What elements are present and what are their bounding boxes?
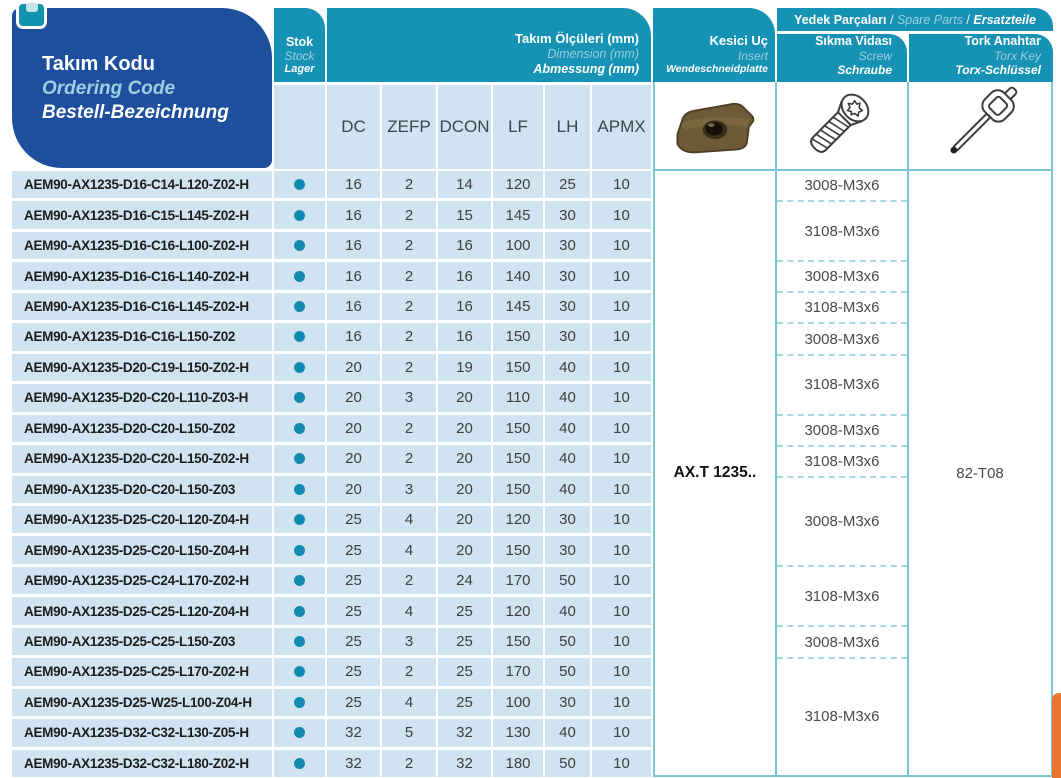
screw-header-en: Screw	[858, 48, 892, 63]
dcon-value-cell: 25	[438, 597, 491, 624]
lf-value-cell: 130	[493, 719, 543, 746]
dcon-value-cell: 14	[438, 171, 491, 198]
insert-header	[653, 8, 775, 82]
screw-part-number: 3108-M3x6	[777, 567, 907, 627]
ordering-code-title-de: Bestell-Bezeichnung	[42, 101, 229, 123]
lf-value-cell: 150	[493, 536, 543, 563]
stock-cell	[274, 719, 325, 746]
column-header-lf: LF	[493, 85, 543, 169]
stock-header	[274, 8, 325, 82]
ordering-code-cell: AEM90-AX1235-D16-C14-L120-Z02-H	[12, 171, 272, 198]
spare-parts-header	[777, 8, 1053, 31]
clamp-icon-notch	[26, 3, 38, 12]
screw-part-number: 3008-M3x6	[777, 171, 907, 202]
stock-cell	[274, 354, 325, 381]
screw-part-number: 3108-M3x6	[804, 708, 880, 726]
ordering-code-cell: AEM90-AX1235-D20-C20-L150-Z02	[12, 415, 272, 442]
spare-parts-separator: /	[886, 12, 897, 27]
ordering-code-cell: AEM90-AX1235-D25-C25-L150-Z03	[12, 628, 272, 655]
zefp-value-cell: 2	[382, 201, 436, 228]
lf-value-cell: 120	[493, 171, 543, 198]
dc-value-cell: 16	[327, 293, 380, 320]
lf-value-cell: 150	[493, 323, 543, 350]
dc-value-cell: 25	[327, 689, 380, 716]
stock-cell	[274, 262, 325, 289]
lh-value-cell: 40	[545, 354, 590, 381]
screw-part-number: 3108-M3x6	[777, 447, 907, 478]
ordering-code-cell: AEM90-AX1235-D16-C15-L145-Z02-H	[12, 201, 272, 228]
torx-screw-icon	[792, 85, 892, 167]
zefp-value-cell: 2	[382, 567, 436, 594]
apmx-value-cell: 10	[592, 719, 651, 746]
zefp-value-cell: 2	[382, 415, 436, 442]
insert-header-en: Insert	[737, 49, 768, 64]
ordering-code-cell: AEM90-AX1235-D25-C20-L150-Z04-H	[12, 536, 272, 563]
column-header-zefp: ZEFP	[382, 85, 436, 169]
stock-cell	[274, 536, 325, 563]
stock-available-dot	[294, 484, 305, 495]
dimensions-header-en: Dimension (mm)	[547, 47, 639, 61]
dcon-value-cell: 15	[438, 201, 491, 228]
lh-value-cell: 40	[545, 597, 590, 624]
stock-header-spacer	[274, 85, 325, 169]
apmx-column	[592, 171, 651, 777]
ordering-code-cell: AEM90-AX1235-D25-C25-L120-Z04-H	[12, 597, 272, 624]
stock-available-dot	[294, 666, 305, 677]
zefp-value-cell: 2	[382, 750, 436, 777]
apmx-value-cell: 10	[592, 445, 651, 472]
zefp-value-cell: 2	[382, 232, 436, 259]
dc-value-cell: 32	[327, 750, 380, 777]
ordering-code-cell: AEM90-AX1235-D25-C25-L170-Z02-H	[12, 658, 272, 685]
lf-value-cell: 100	[493, 689, 543, 716]
ordering-code-cell: AEM90-AX1235-D32-C32-L130-Z05-H	[12, 719, 272, 746]
screw-part-number: 3008-M3x6	[777, 416, 907, 447]
stock-cell	[274, 689, 325, 716]
torx-key-header-en: Torx Key	[994, 48, 1041, 63]
stock-available-dot	[294, 606, 305, 617]
ordering-code-header	[12, 8, 272, 168]
lh-value-cell: 30	[545, 201, 590, 228]
apmx-value-cell: 10	[592, 354, 651, 381]
stock-available-dot	[294, 179, 305, 190]
screw-part-number: 3008-M3x6	[777, 324, 907, 355]
stock-cell	[274, 323, 325, 350]
dc-value-cell: 16	[327, 323, 380, 350]
apmx-value-cell: 10	[592, 689, 651, 716]
dc-value-cell: 20	[327, 445, 380, 472]
spare-parts-header-tr: Yedek Parçaları	[794, 12, 887, 27]
lf-value-cell: 150	[493, 476, 543, 503]
stock-header-de: Lager	[284, 63, 315, 76]
stock-cell	[274, 567, 325, 594]
apmx-value-cell: 10	[592, 658, 651, 685]
apmx-value-cell: 10	[592, 476, 651, 503]
dc-value-cell: 20	[327, 415, 380, 442]
stock-available-dot	[294, 727, 305, 738]
stock-cell	[274, 628, 325, 655]
screw-part-number: 3008-M3x6	[777, 262, 907, 293]
carbide-insert-photo	[668, 95, 762, 157]
dcon-value-cell: 20	[438, 476, 491, 503]
zefp-value-cell: 2	[382, 445, 436, 472]
dc-value-cell: 16	[327, 262, 380, 289]
lh-value-cell: 40	[545, 719, 590, 746]
stock-cell	[274, 506, 325, 533]
screw-part-number: 3008-M3x6	[777, 478, 907, 567]
lf-value-cell: 100	[493, 232, 543, 259]
lf-value-cell: 140	[493, 262, 543, 289]
stock-cell	[274, 415, 325, 442]
stock-header-tr: Stok	[285, 35, 314, 50]
stock-available-dot	[294, 331, 305, 342]
lf-value-cell: 120	[493, 506, 543, 533]
lh-value-cell: 30	[545, 262, 590, 289]
stock-cell	[274, 232, 325, 259]
dcon-value-cell: 20	[438, 536, 491, 563]
stock-cell	[274, 171, 325, 198]
lh-value-cell: 30	[545, 323, 590, 350]
apmx-value-cell: 10	[592, 384, 651, 411]
lh-value-cell: 30	[545, 293, 590, 320]
lh-column	[545, 171, 590, 777]
lh-value-cell: 50	[545, 750, 590, 777]
torx-key-value: 82-T08	[956, 464, 1004, 482]
ordering-code-cell: AEM90-AX1235-D20-C19-L150-Z02-H	[12, 354, 272, 381]
dc-value-cell: 16	[327, 201, 380, 228]
torx-key-header-tr: Tork Anahtar	[964, 33, 1041, 48]
torx-key-icon	[925, 85, 1035, 167]
zefp-value-cell: 2	[382, 293, 436, 320]
stock-available-dot	[294, 362, 305, 373]
column-header-apmx: APMX	[592, 85, 651, 169]
insert-code-value: AX.T 1235..	[673, 464, 757, 481]
ordering-code-cell: AEM90-AX1235-D25-W25-L100-Z04-H	[12, 689, 272, 716]
zefp-value-cell: 3	[382, 628, 436, 655]
stock-available-dot	[294, 514, 305, 525]
screw-part-number: 3008-M3x6	[777, 627, 907, 658]
dimensions-header	[327, 8, 651, 82]
lh-value-cell: 30	[545, 232, 590, 259]
dcon-value-cell: 32	[438, 719, 491, 746]
stock-cell	[274, 445, 325, 472]
dcon-value-cell: 19	[438, 354, 491, 381]
lh-value-cell: 40	[545, 476, 590, 503]
stock-available-dot	[294, 453, 305, 464]
apmx-value-cell: 10	[592, 293, 651, 320]
dcon-value-cell: 32	[438, 750, 491, 777]
ordering-code-cell: AEM90-AX1235-D16-C16-L140-Z02-H	[12, 262, 272, 289]
lh-value-cell: 40	[545, 384, 590, 411]
torx-key-header-de: Torx-Schlüssel	[955, 62, 1041, 77]
apmx-value-cell: 10	[592, 171, 651, 198]
lh-value-cell: 40	[545, 445, 590, 472]
screw-part-number: 3108-M3x6	[777, 293, 907, 324]
page-edge-tab	[1052, 693, 1061, 778]
screw-image-cell	[777, 82, 909, 171]
ordering-code-cell: AEM90-AX1235-D25-C24-L170-Z02-H	[12, 567, 272, 594]
screw-column-body	[777, 171, 909, 777]
zefp-value-cell: 2	[382, 658, 436, 685]
stock-available-dot	[294, 423, 305, 434]
zefp-value-cell: 2	[382, 354, 436, 381]
dcon-value-cell: 25	[438, 628, 491, 655]
stock-available-dot	[294, 210, 305, 221]
zefp-value-cell: 2	[382, 262, 436, 289]
dcon-value-cell: 25	[438, 658, 491, 685]
stock-cell	[274, 658, 325, 685]
apmx-value-cell: 10	[592, 597, 651, 624]
insert-photo-cell	[653, 82, 777, 171]
ordering-code-cell: AEM90-AX1235-D16-C16-L145-Z02-H	[12, 293, 272, 320]
dcon-value-cell: 16	[438, 323, 491, 350]
dcon-value-cell: 16	[438, 293, 491, 320]
lf-value-cell: 150	[493, 354, 543, 381]
stock-cell	[274, 597, 325, 624]
apmx-value-cell: 10	[592, 323, 651, 350]
lf-column	[493, 171, 543, 777]
clamp-icon	[16, 1, 47, 29]
dc-value-cell: 16	[327, 232, 380, 259]
dcon-value-cell: 20	[438, 506, 491, 533]
dcon-value-cell: 24	[438, 567, 491, 594]
stock-cell	[274, 476, 325, 503]
dcon-value-cell: 20	[438, 384, 491, 411]
lh-value-cell: 50	[545, 628, 590, 655]
ordering-code-cell: AEM90-AX1235-D32-C32-L180-Z02-H	[12, 750, 272, 777]
torx-key-cell	[909, 171, 1053, 777]
dcon-value-cell: 20	[438, 445, 491, 472]
stock-available-dot	[294, 301, 305, 312]
stock-available-dot	[294, 758, 305, 769]
screw-header-tr: Sıkma Vidası	[815, 33, 892, 48]
apmx-value-cell: 10	[592, 415, 651, 442]
stock-cell	[274, 201, 325, 228]
ordering-code-column	[12, 171, 272, 777]
lf-value-cell: 150	[493, 445, 543, 472]
lh-value-cell: 40	[545, 415, 590, 442]
stock-available-dot	[294, 240, 305, 251]
screw-part-number: 3108-M3x6	[777, 202, 907, 262]
lh-value-cell: 50	[545, 658, 590, 685]
zefp-value-cell: 4	[382, 506, 436, 533]
torx-key-header	[909, 34, 1053, 82]
lh-value-cell: 25	[545, 171, 590, 198]
lf-value-cell: 170	[493, 658, 543, 685]
screw-part-number: 3108-M3x6	[777, 356, 907, 416]
stock-available-dot	[294, 392, 305, 403]
dc-value-cell: 25	[327, 628, 380, 655]
ordering-code-title-en: Ordering Code	[42, 77, 176, 99]
stock-cell	[274, 384, 325, 411]
stock-available-dot	[294, 271, 305, 282]
ordering-code-cell: AEM90-AX1235-D16-C16-L150-Z02	[12, 323, 272, 350]
lf-value-cell: 145	[493, 293, 543, 320]
torx-key-image-cell	[909, 82, 1053, 171]
dc-value-cell: 25	[327, 658, 380, 685]
apmx-value-cell: 10	[592, 628, 651, 655]
insert-code-cell	[653, 171, 777, 777]
lf-value-cell: 110	[493, 384, 543, 411]
lf-value-cell: 150	[493, 628, 543, 655]
dc-value-cell: 20	[327, 354, 380, 381]
stock-available-dot	[294, 575, 305, 586]
spare-parts-header-en: Spare Parts	[896, 12, 963, 27]
ordering-code-cell: AEM90-AX1235-D16-C16-L100-Z02-H	[12, 232, 272, 259]
apmx-value-cell: 10	[592, 536, 651, 563]
dc-value-cell: 20	[327, 476, 380, 503]
apmx-value-cell: 10	[592, 201, 651, 228]
dcon-value-cell: 20	[438, 415, 491, 442]
stock-cell	[274, 750, 325, 777]
stock-column	[274, 171, 325, 777]
zefp-value-cell: 3	[382, 476, 436, 503]
apmx-value-cell: 10	[592, 232, 651, 259]
stock-cell	[274, 293, 325, 320]
insert-header-de: Wendeschneidplatte	[666, 63, 768, 76]
lf-value-cell: 145	[493, 201, 543, 228]
dc-value-cell: 25	[327, 597, 380, 624]
stock-available-dot	[294, 697, 305, 708]
zefp-value-cell: 3	[382, 384, 436, 411]
lh-value-cell: 30	[545, 689, 590, 716]
ordering-code-cell: AEM90-AX1235-D20-C20-L150-Z03	[12, 476, 272, 503]
lf-value-cell: 120	[493, 597, 543, 624]
screw-header	[777, 34, 907, 82]
zefp-value-cell: 4	[382, 597, 436, 624]
dimensions-header-de: Abmessung (mm)	[533, 62, 639, 76]
lf-value-cell: 170	[493, 567, 543, 594]
lh-value-cell: 30	[545, 506, 590, 533]
stock-available-dot	[294, 545, 305, 556]
dc-value-cell: 25	[327, 506, 380, 533]
insert-header-tr: Kesici Uç	[709, 33, 768, 49]
column-header-dcon: DCON	[438, 85, 491, 169]
apmx-value-cell: 10	[592, 567, 651, 594]
ordering-code-cell: AEM90-AX1235-D20-C20-L110-Z03-H	[12, 384, 272, 411]
zefp-value-cell: 4	[382, 536, 436, 563]
spare-parts-header-de: Ersatzteile	[973, 12, 1036, 27]
dc-value-cell: 25	[327, 536, 380, 563]
zefp-value-cell: 2	[382, 171, 436, 198]
dcon-value-cell: 16	[438, 232, 491, 259]
ordering-code-cell: AEM90-AX1235-D25-C20-L120-Z04-H	[12, 506, 272, 533]
apmx-value-cell: 10	[592, 262, 651, 289]
column-header-lh: LH	[545, 85, 590, 169]
stock-available-dot	[294, 636, 305, 647]
dc-value-cell: 32	[327, 719, 380, 746]
dc-column	[327, 171, 380, 777]
dcon-value-cell: 16	[438, 262, 491, 289]
lf-value-cell: 180	[493, 750, 543, 777]
screw-header-de: Schraube	[837, 62, 892, 77]
column-header-dc: DC	[327, 85, 380, 169]
apmx-value-cell: 10	[592, 506, 651, 533]
dimensions-header-tr: Takım Ölçüleri (mm)	[514, 31, 639, 47]
ordering-code-cell: AEM90-AX1235-D20-C20-L150-Z02-H	[12, 445, 272, 472]
dc-value-cell: 25	[327, 567, 380, 594]
zefp-value-cell: 4	[382, 689, 436, 716]
dcon-value-cell: 25	[438, 689, 491, 716]
stock-header-en: Stock	[284, 48, 315, 63]
zefp-value-cell: 5	[382, 719, 436, 746]
apmx-value-cell: 10	[592, 750, 651, 777]
lh-value-cell: 30	[545, 536, 590, 563]
spare-parts-separator: /	[962, 12, 974, 27]
dcon-column	[438, 171, 491, 777]
dc-value-cell: 16	[327, 171, 380, 198]
lf-value-cell: 150	[493, 415, 543, 442]
zefp-value-cell: 2	[382, 323, 436, 350]
dc-value-cell: 20	[327, 384, 380, 411]
zefp-column	[382, 171, 436, 777]
ordering-code-title-tr: Takım Kodu	[42, 52, 155, 75]
lh-value-cell: 50	[545, 567, 590, 594]
